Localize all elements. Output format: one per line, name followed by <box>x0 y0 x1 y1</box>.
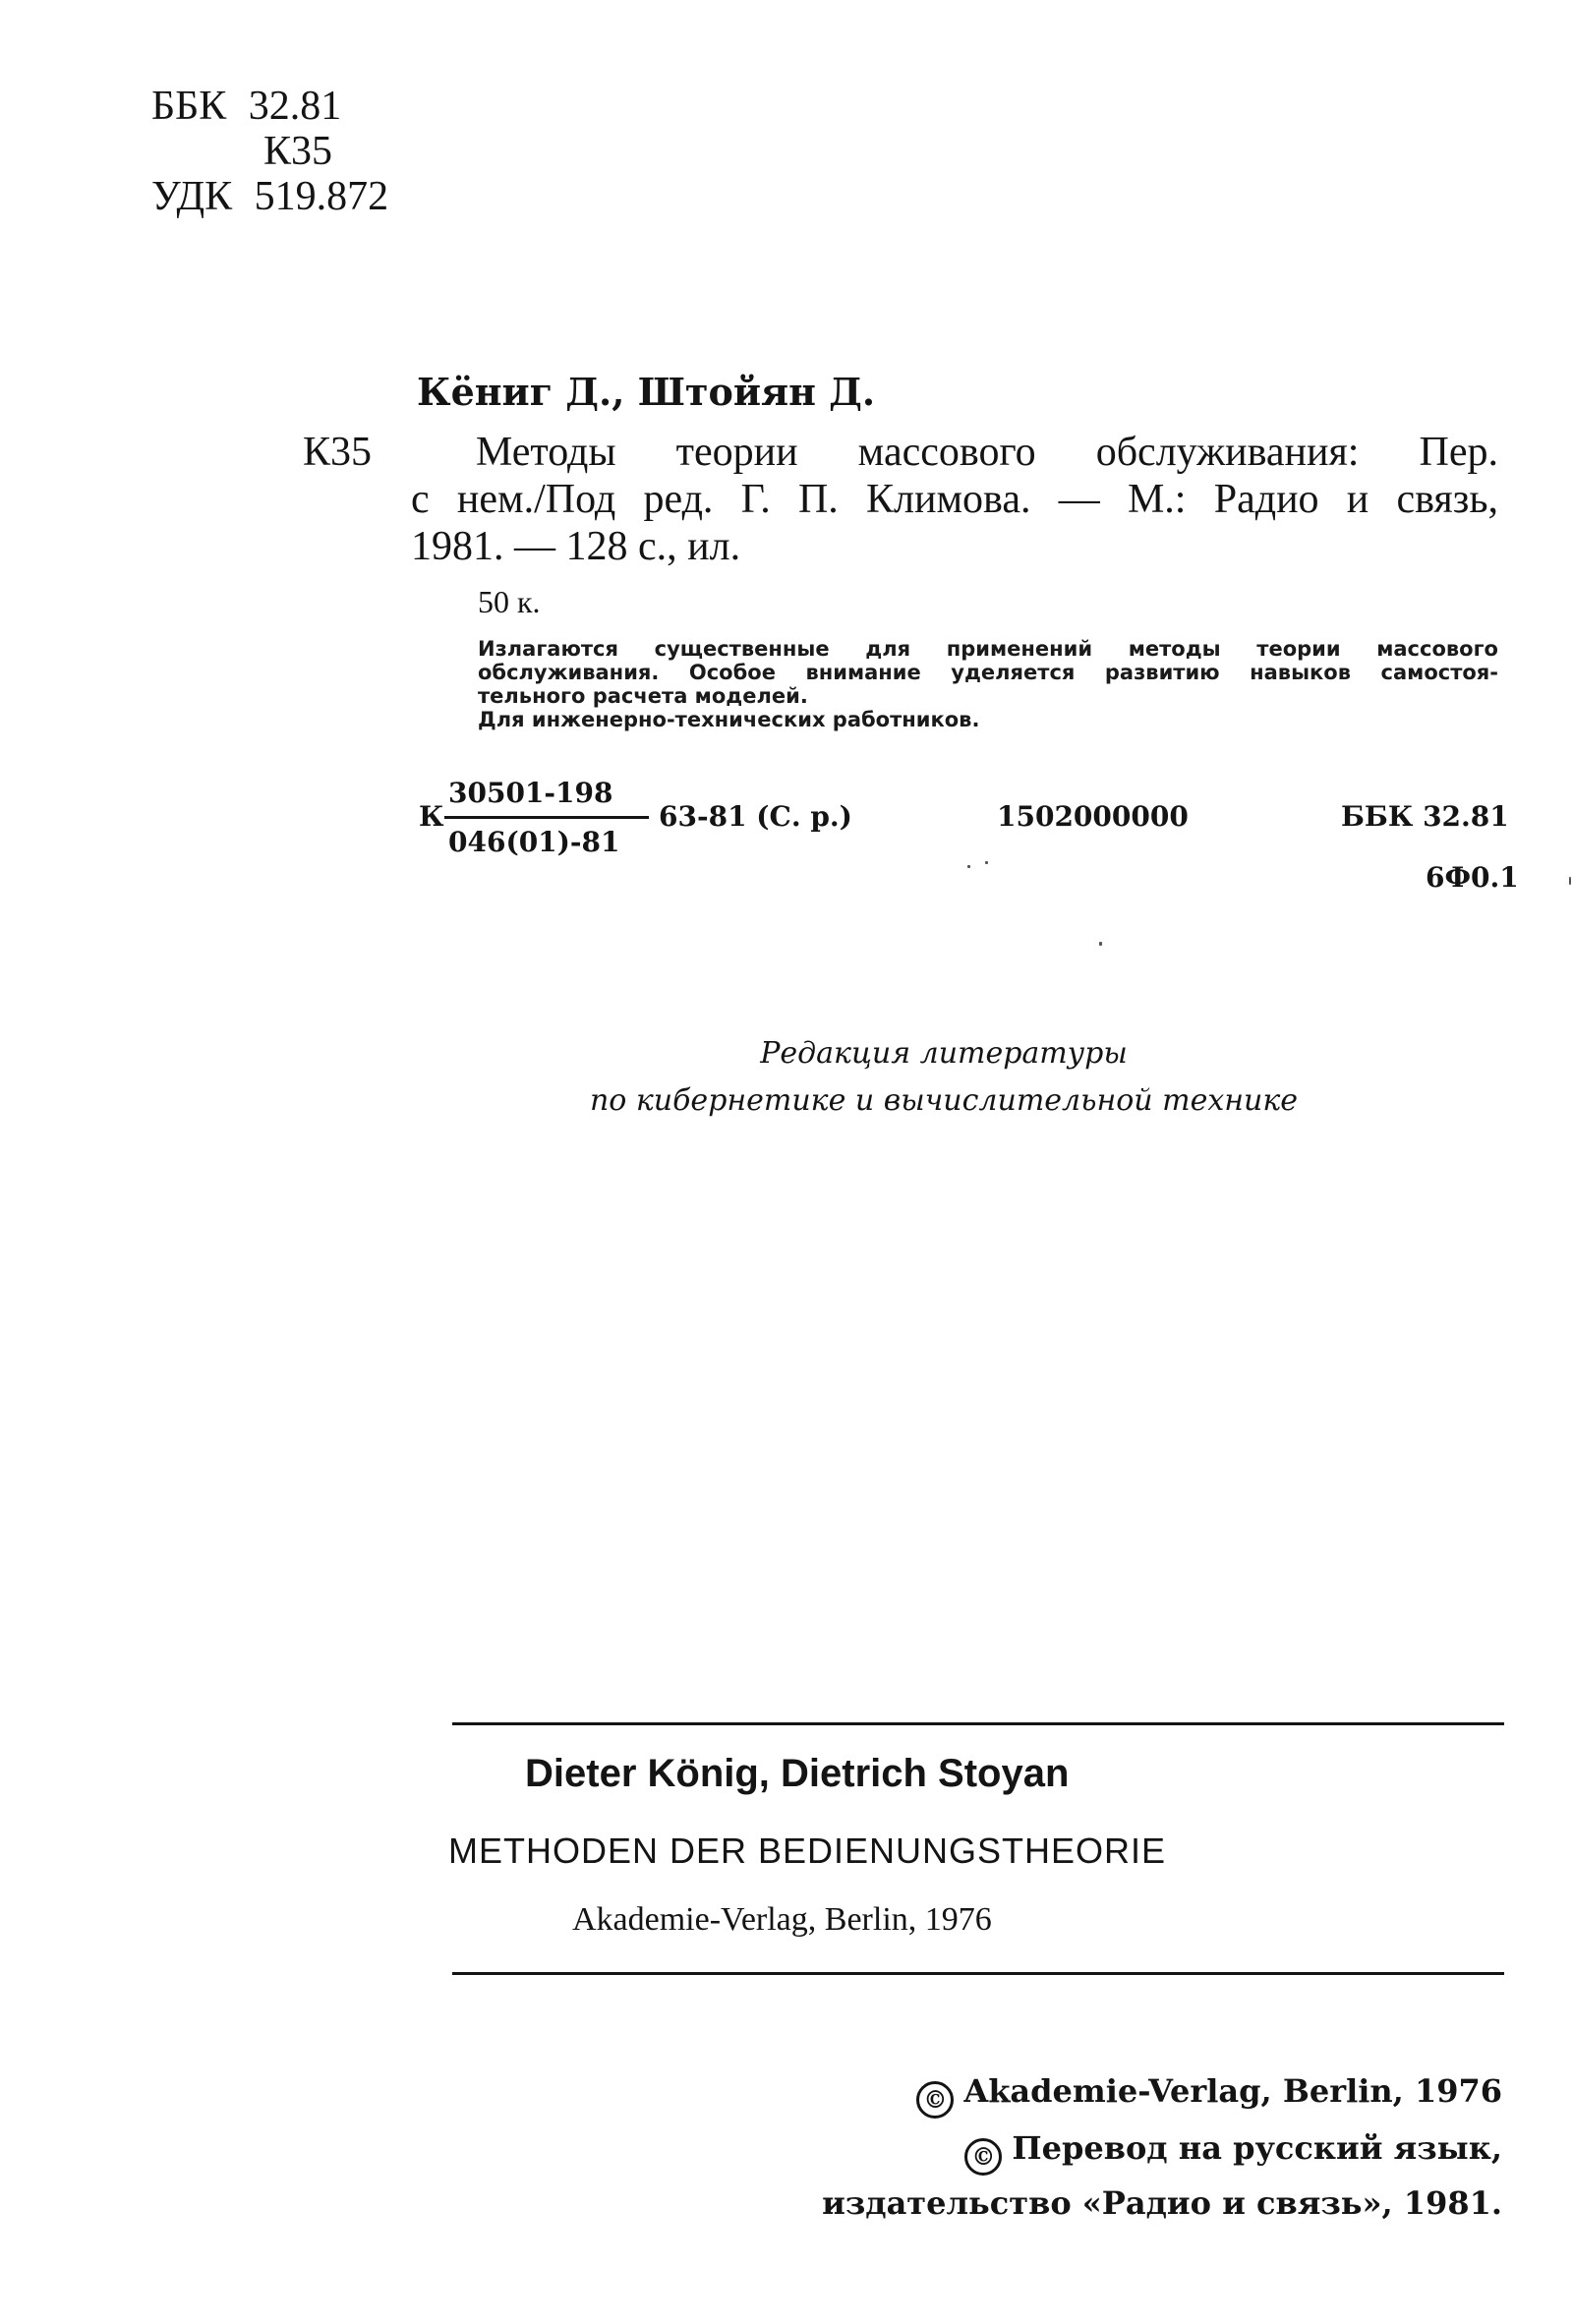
scan-speck <box>967 865 970 868</box>
record-line-3: 1981. — 128 с., ил. <box>411 524 741 569</box>
record-mark: К35 <box>303 430 373 475</box>
record-price: 50 к. <box>478 584 541 619</box>
copyright-line-3: издательство «Радио и связь», 1981. <box>822 2184 1502 2222</box>
catalog-code: 1502000000 <box>997 800 1189 833</box>
scan-speck <box>1569 877 1571 885</box>
scan-speck <box>1099 942 1102 946</box>
copyright-text-2: Перевод на русский язык, <box>1012 2129 1502 2167</box>
udk-line <box>151 173 388 220</box>
author-mark: К35 <box>263 129 333 174</box>
catalog-class: 6Ф0.1 <box>1426 861 1519 894</box>
catalog-denominator: 046(01)-81 <box>448 826 620 858</box>
record-description <box>411 429 1498 570</box>
annotation-audience: Для инженерно-технических работников. <box>478 708 980 731</box>
copyright-line-1 <box>916 2072 1502 2119</box>
scan-speck <box>985 861 988 864</box>
original-authors: Dieter König, Dietrich Stoyan <box>525 1752 1070 1795</box>
record-line-1: Методы теории массового обслуживания: Пер. <box>476 430 1498 475</box>
annotation-line-2: обслуживания. Особое внимание уделяется развитию навыков самостоя- <box>478 661 1498 684</box>
editorial-note <box>551 1030 1337 1125</box>
original-publisher: Akademie-Verlag, Berlin, 1976 <box>572 1901 992 1938</box>
copyright-icon: © <box>916 2081 954 2119</box>
record-annotation <box>478 637 1498 731</box>
editorial-line-1: Редакция литературы <box>760 1036 1128 1071</box>
catalog-bbk: ББК 32.81 <box>1341 800 1509 833</box>
original-title: METHODEN DER BEDIENUNGSTHEORIE <box>448 1830 1167 1871</box>
copyright-line-2 <box>964 2129 1502 2176</box>
bbk-line <box>151 83 341 130</box>
udk-value: 519.872 <box>254 174 389 219</box>
record-line-2: с нем./Под ред. Г. П. Климова. — М.: Радио и связь, <box>411 477 1498 522</box>
udk-label: УДК <box>151 174 233 219</box>
top-rule <box>452 1722 1504 1725</box>
bbk-label: ББК <box>151 84 227 129</box>
annotation-line-3: тельного расчета моделей. <box>478 684 808 708</box>
bottom-rule <box>452 1972 1504 1975</box>
record-authors: Кёниг Д., Штойян Д. <box>417 370 876 414</box>
bbk-value: 32.81 <box>248 84 342 129</box>
editorial-line-2: по кибернетике и вычислительной технике <box>589 1083 1299 1118</box>
copyright-text-1: Akademie-Verlag, Berlin, 1976 <box>963 2072 1502 2110</box>
catalog-fraction-bar <box>444 816 649 819</box>
copyright-icon: © <box>964 2138 1002 2176</box>
catalog-letter: К <box>419 800 444 833</box>
annotation-line-1: Излагаются существенные для применений методы теории массового <box>478 637 1498 661</box>
catalog-order: 63-81 (С. р.) <box>659 800 852 833</box>
catalog-numerator: 30501-198 <box>448 777 613 809</box>
